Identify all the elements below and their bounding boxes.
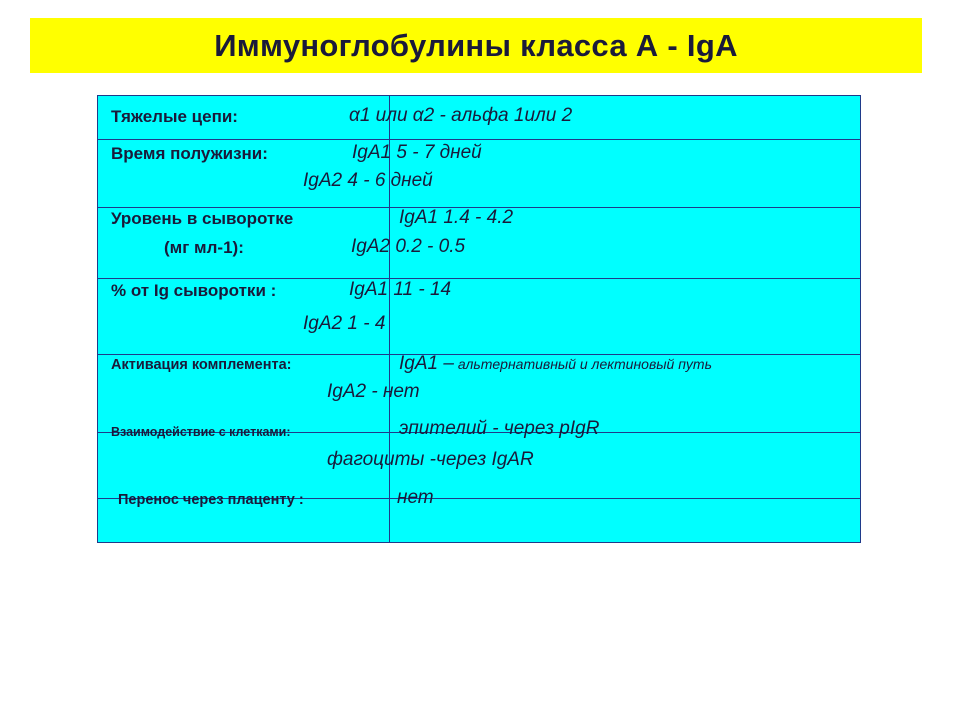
row-divider: [98, 139, 860, 140]
properties-table: [97, 95, 861, 543]
half-life-iga2: IgA2 4 - 6 дней: [303, 170, 433, 191]
complement-iga2: IgA2 - нет: [327, 381, 420, 402]
serum-level-iga1: IgA1 1.4 - 4.2: [399, 207, 514, 228]
cell-interaction-phagocytes: фагоциты -через IgAR: [327, 449, 534, 470]
half-life-label: Время полужизни:: [111, 144, 268, 163]
title-bar: [30, 18, 922, 73]
complement-label: Активация комплемента:: [111, 357, 292, 373]
percent-serum-label: % от Ig сыворотки :: [111, 281, 277, 300]
heavy-chains-label: Тяжелые цепи:: [111, 107, 238, 126]
percent-serum-iga2: IgA2 1 - 4: [303, 313, 386, 334]
cell-interaction-epithelium: эпителий - через pIgR: [399, 418, 600, 439]
serum-level-iga2: IgA2 0.2 - 0.5: [351, 236, 466, 257]
complement-iga1-pathways: альтернативный и лектиновый путь: [453, 356, 712, 372]
percent-serum-iga1: IgA1 11 - 14: [349, 279, 452, 300]
heavy-chains-value: α1 или α2 - альфа 1или 2: [349, 105, 573, 126]
serum-level-label: Уровень в сыворотке: [111, 209, 294, 228]
row-divider: [98, 278, 860, 279]
serum-level-units: (мг мл-1):: [164, 238, 244, 257]
complement-iga1: [399, 353, 712, 375]
slide-title: Иммуноглобулины класса А - IgA: [214, 27, 738, 63]
placenta-value: нет: [397, 487, 434, 508]
placenta-label: Перенос через плаценту :: [118, 492, 304, 508]
complement-iga1-prefix: IgA1 –: [399, 353, 454, 374]
cell-interaction-label: Взаимодействие с клетками:: [111, 425, 291, 439]
half-life-iga1: IgA1 5 - 7 дней: [352, 142, 482, 163]
